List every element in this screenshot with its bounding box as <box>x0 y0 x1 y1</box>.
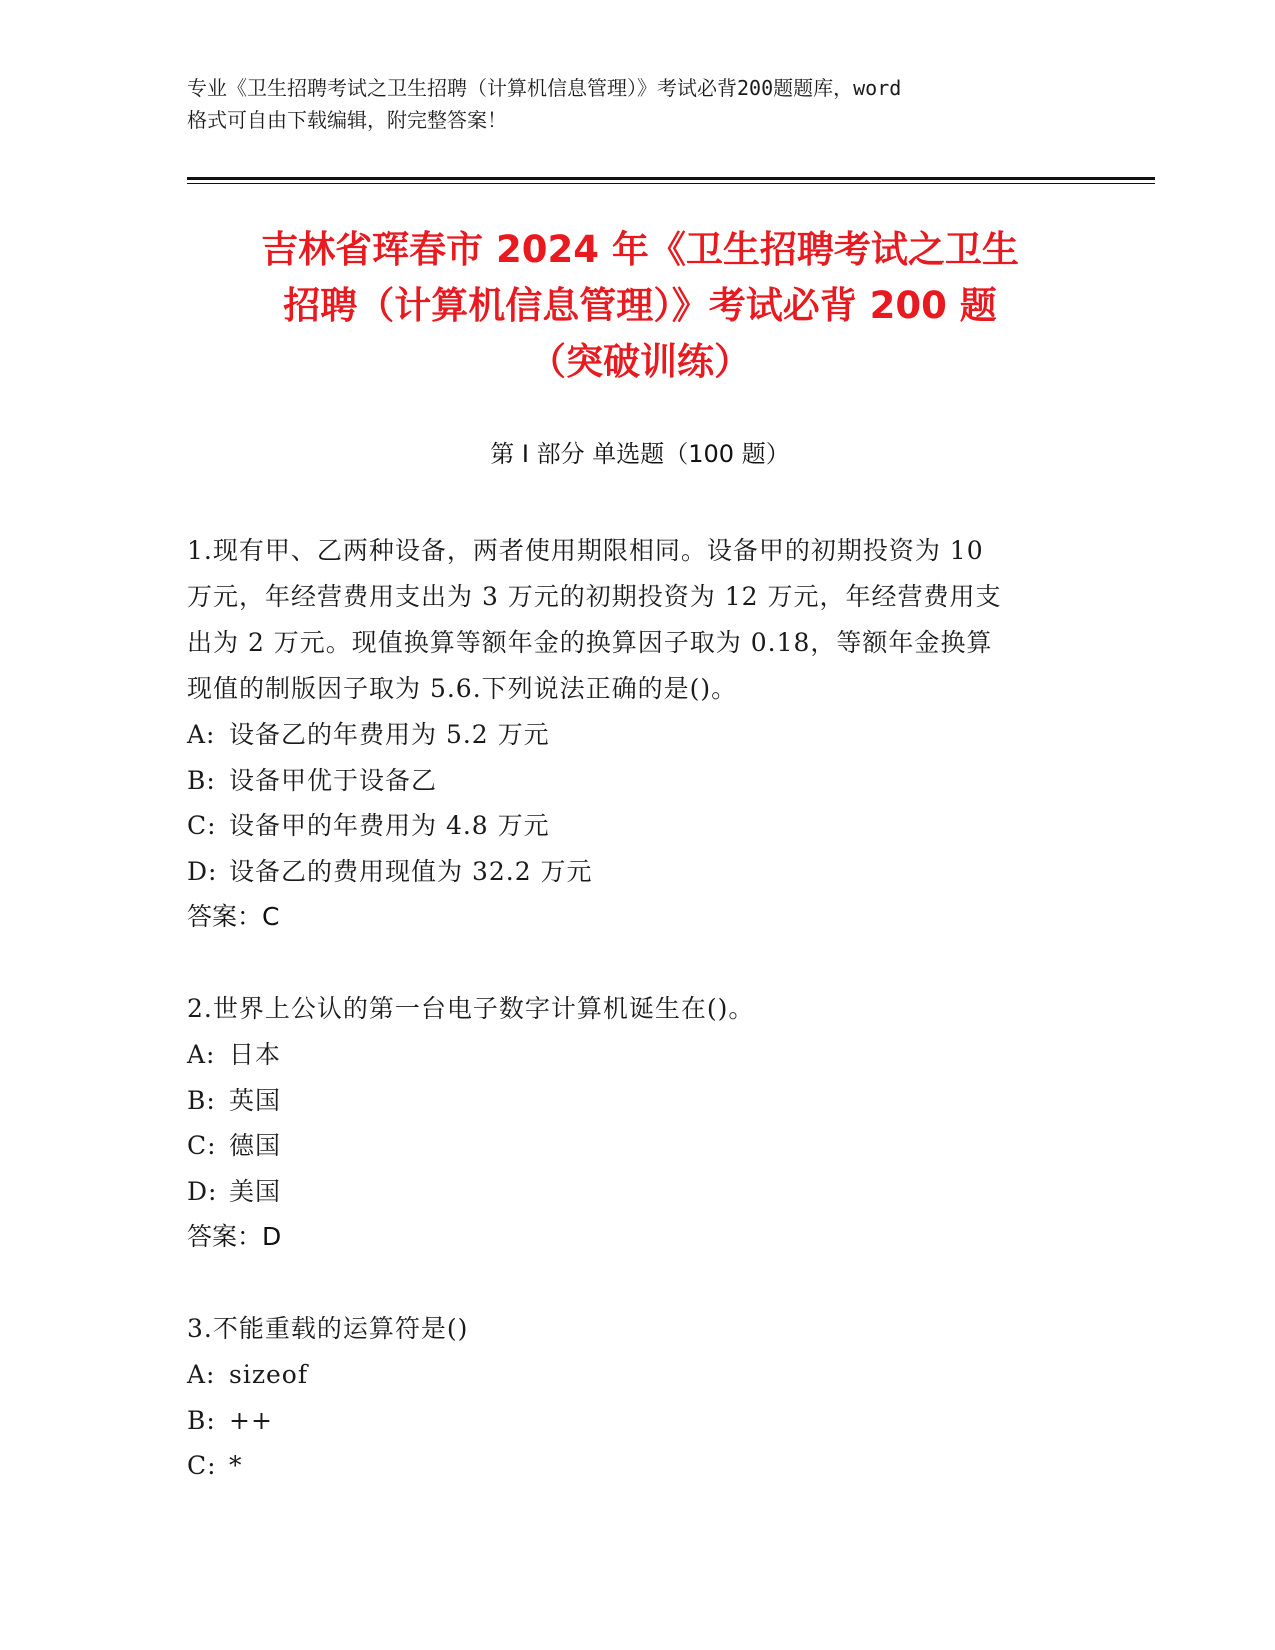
option-b <box>187 758 1087 804</box>
answer-line: 答案：D <box>187 1222 282 1251</box>
question-stem-line: 万元，年经营费用支出为 3 万元的初期投资为 12 万元，年经营费用支 <box>187 582 1002 611</box>
option-c <box>187 1443 1087 1489</box>
option-letter: C: <box>187 1131 217 1160</box>
option-letter: D: <box>187 856 218 886</box>
option-letter: D: <box>187 1176 218 1206</box>
option-text: 德国 <box>229 1131 282 1160</box>
option-text: 设备乙的年费用为 5.2 万元 <box>229 720 550 749</box>
option-d <box>187 849 1087 895</box>
header-note-line-1: 专业《卫生招聘考试之卫生招聘（计算机信息管理）》考试必背200题题库，word <box>187 76 902 100</box>
page-title-line-2: 招聘（计算机信息管理）》考试必背 200 题 <box>283 284 997 327</box>
option-letter: C: <box>187 811 217 840</box>
question-stem-line: 出为 2 万元。现值换算等额年金的换算因子取为 0.18，等额年金换算 <box>187 628 993 657</box>
page-title-line-1: 吉林省珲春市 2024 年《卫生招聘考试之卫生 <box>261 228 1019 271</box>
option-text: 日本 <box>229 1040 282 1069</box>
option-a <box>187 1352 1087 1398</box>
option-b <box>187 1398 1087 1444</box>
question-list <box>187 528 1087 1535</box>
question-stem-line: 3.不能重载的运算符是() <box>187 1314 469 1343</box>
option-text: 设备乙的费用现值为 32.2 万元 <box>229 856 593 886</box>
option-letter: A: <box>187 1360 216 1389</box>
page-title <box>140 222 1140 390</box>
option-letter: B: <box>187 1085 216 1115</box>
header-note <box>187 72 1087 136</box>
question-stem-line: 2.世界上公认的第一台电子数字计算机诞生在()。 <box>187 994 755 1023</box>
option-letter: A: <box>187 720 216 749</box>
option-text: 英国 <box>229 1085 282 1115</box>
option-text: * <box>229 1451 243 1480</box>
option-letter: B: <box>187 765 216 795</box>
option-letter: C: <box>187 1451 217 1480</box>
option-c <box>187 803 1087 849</box>
option-letter: B: <box>187 1405 216 1435</box>
option-a <box>187 1032 1087 1078</box>
option-text: 美国 <box>229 1176 282 1206</box>
option-text: 设备甲的年费用为 4.8 万元 <box>229 811 550 840</box>
option-letter: A: <box>187 1040 216 1069</box>
option-text: sizeof <box>229 1360 309 1389</box>
section-heading: 第 I 部分 单选题（100 题） <box>490 440 790 468</box>
question-stem-line: 1.现有甲、乙两种设备，两者使用期限相同。设备甲的初期投资为 10 <box>187 536 984 565</box>
option-c <box>187 1123 1087 1169</box>
option-text: 设备甲优于设备乙 <box>229 765 438 795</box>
page-title-line-3: （突破训练） <box>529 340 751 383</box>
header-divider-thick <box>187 177 1155 180</box>
option-b <box>187 1078 1087 1124</box>
option-text: ++ <box>229 1405 273 1435</box>
question-1 <box>187 528 1087 940</box>
question-3 <box>187 1306 1087 1489</box>
option-d <box>187 1169 1087 1215</box>
answer-line: 答案：C <box>187 902 280 931</box>
header-note-line-2: 格式可自由下载编辑，附完整答案！ <box>187 108 507 132</box>
header-divider-thin <box>187 183 1155 184</box>
option-a <box>187 712 1087 758</box>
question-stem-line: 现值的制版因子取为 5.6.下列说法正确的是()。 <box>187 674 738 703</box>
question-2 <box>187 986 1087 1260</box>
